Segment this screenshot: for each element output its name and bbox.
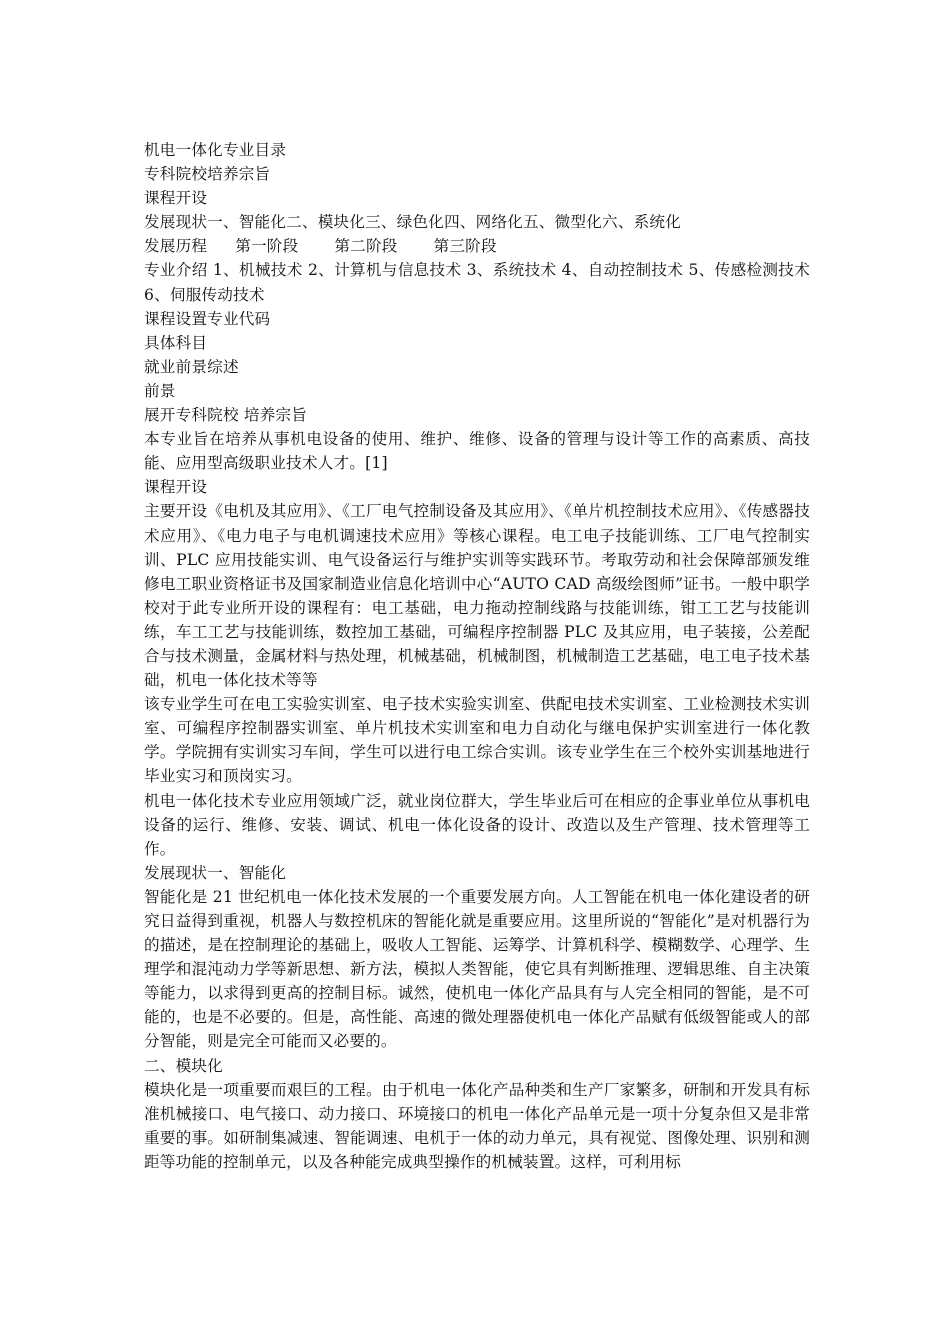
toc-item-history xyxy=(144,234,810,258)
toc-item-course-code: 课程设置专业代码 xyxy=(144,309,271,328)
toc-item-courses: 课程开设 xyxy=(144,189,208,208)
section-smart-body: 智能化是 21 世纪机电一体化技术发展的一个重要发展方向。人工智能在机电一体化建设者的研究日益得到重视，机器人与数控机床的智能化就是重要应用。这里所说的“智能化”是对机器行为的描述，是在控制理论的基础上，吸收人工智能、运筹学、计算机科学、模糊数学、心理学、生理学和混沌动力学等新思想、新方法，模拟人类智能，使它具有判断推理、逻辑思维、自主决策等能力，以求得到更高的控制目标。诚然，使机电一体化产品具有与人完全相同的智能，是不可能的，也是不必要的。但是，高性能、高速的微处理器使机电一体化产品赋有低级智能或人的部分智能，则是完全可能而又必要的。 xyxy=(144,887,810,1051)
section-jobs-body: 机电一体化技术专业应用领域广泛，就业岗位群大，学生毕业后可在相应的企事业单位从事机电设备的运行、维修、安装、调试、机电一体化设备的设计、改造以及生产管理、技术管理等工作。 xyxy=(144,791,810,858)
toc-history-label: 发展历程 xyxy=(144,237,208,256)
toc-history-stage-3: 第三阶段 xyxy=(433,237,497,256)
document-body xyxy=(144,138,810,1174)
toc-item-employment: 就业前景综述 xyxy=(144,357,239,376)
toc-item-subjects: 具体科目 xyxy=(144,333,208,352)
toc-history-stage-1: 第一阶段 xyxy=(235,237,299,256)
toc-history-stage-2: 第二阶段 xyxy=(334,237,398,256)
toc-item-status: 发展现状一、智能化二、模块化三、绿色化四、网络化五、微型化六、系统化 xyxy=(144,213,681,232)
section-labs-body: 该专业学生可在电工实验实训室、电子技术实验实训室、供配电技术实训室、工业检测技术实训室、可编程序控制器实训室、单片机技术实训室和电力自动化与继电保护实训室进行一体化教学。学院拥有实训实习车间，学生可以进行电工综合实训。该专业学生在三个校外实训基地进行毕业实习和顶岗实习。 xyxy=(144,695,810,786)
section-courses-body: 主要开设《电机及其应用》、《工厂电气控制设备及其应用》、《单片机控制技术应用》、《传感器技术应用》、《电力电子与电机调速技术应用》等核心课程。电工电子技能训练、工厂电气控制实训、PLC 应用技能实训、电气设备运行与维护实训等实践环节。考取劳动和社会保障部颁发维修电工职业资格证书及国家制造业信息化培训中心“AUTO CAD 高级绘图师”证书。一般中职学校对于此专业所开设的课程有：电工基础，电力拖动控制线路与技能训练，钳工工艺与技能训练，车工工艺与技能训练，数控加工基础，可编程序控制器 PLC 及其应用，电子装接，公差配合与技术测量，金属材料与热处理，机械基础，机械制图，机械制造工艺基础，电工电子技术基础，机电一体化技术等等 xyxy=(144,502,810,690)
section-modular-heading: 二、模块化 xyxy=(144,1056,223,1075)
toc-item-intro: 专业介绍 1、机械技术 2、计算机与信息技术 3、系统技术 4、自动控制技术 5、传感检测技术 6、伺服传动技术 xyxy=(144,261,810,304)
section-smart-heading: 发展现状一、智能化 xyxy=(144,863,287,882)
section-purpose-body: 本专业旨在培养从事机电设备的使用、维护、维修、设备的管理与设计等工作的高素质、高技能、应用型高级职业技术人才。[1] xyxy=(144,430,810,473)
toc-title: 机电一体化专业目录 xyxy=(144,141,287,159)
toc-item-purpose: 专科院校培养宗旨 xyxy=(144,165,271,184)
section-purpose-heading: 展开专科院校 培养宗旨 xyxy=(144,406,308,425)
section-courses-heading: 课程开设 xyxy=(144,478,208,497)
section-modular-body: 模块化是一项重要而艰巨的工程。由于机电一体化产品种类和生产厂家繁多，研制和开发具有标准机械接口、电气接口、动力接口、环境接口的机电一体化产品单元是一项十分复杂但又是非常重要的事。如研制集减速、智能调速、电机于一体的动力单元，具有视觉、图像处理、识别和测距等功能的控制单元，以及各种能完成典型操作的机械装置。这样，可利用标 xyxy=(144,1080,810,1171)
toc-item-prospect: 前景 xyxy=(144,381,176,400)
